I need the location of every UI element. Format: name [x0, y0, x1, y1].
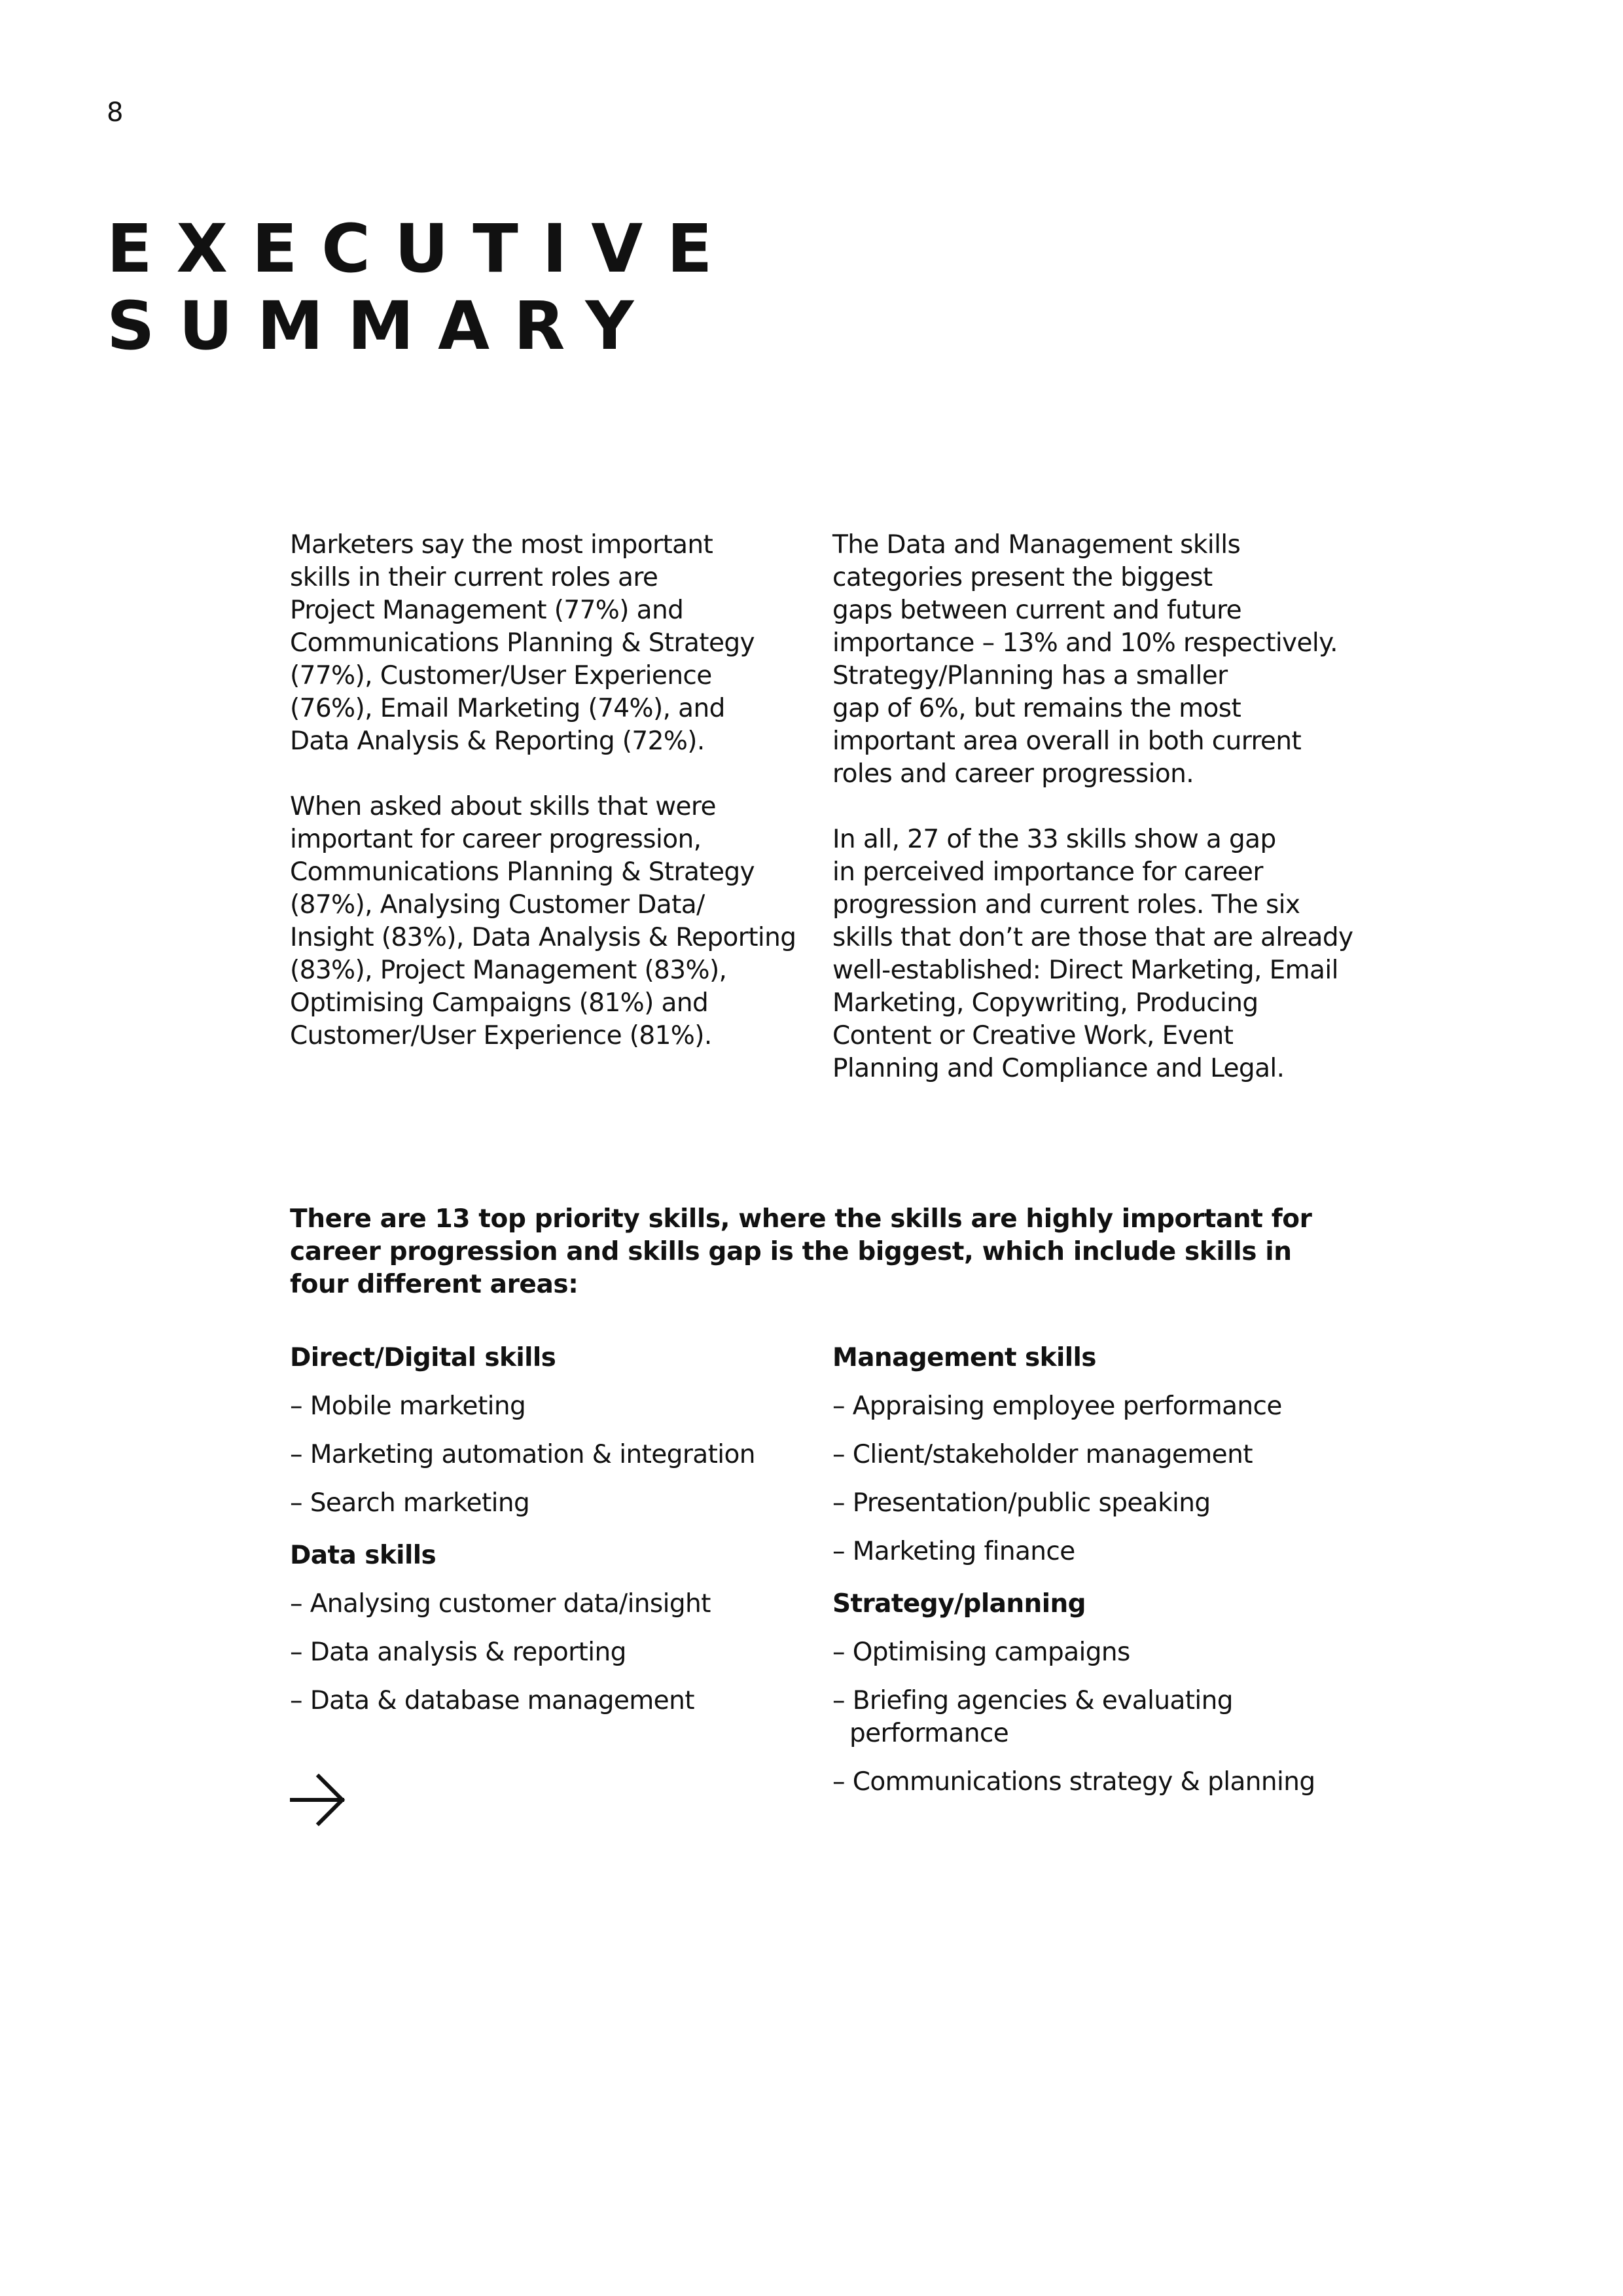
skill-item: – Data analysis & reporting — [290, 1638, 626, 1667]
skill-item: – Appraising employee performance — [832, 1391, 1282, 1421]
skill-group-data — [290, 1539, 813, 1717]
skill-list — [832, 1390, 1356, 1568]
skill-item: – Communications strategy & planning — [832, 1767, 1315, 1797]
skill-list — [290, 1588, 813, 1717]
arrow-right-icon-graphic — [290, 1774, 346, 1826]
skill-group-heading: Direct/Digital skills — [290, 1343, 556, 1372]
skill-item: – Optimising campaigns — [832, 1638, 1130, 1667]
skill-group-direct-digital — [290, 1342, 813, 1520]
skill-list — [290, 1390, 813, 1520]
skill-item: – Marketing finance — [832, 1537, 1075, 1566]
skill-item: – Analysing customer data/insight — [290, 1589, 711, 1619]
skill-item: – Data & database management — [290, 1686, 694, 1715]
skill-item: – Briefing agencies & evaluating performance — [832, 1686, 1233, 1748]
skill-group-strategy — [832, 1588, 1356, 1799]
intro-left-column — [290, 529, 813, 1052]
page-title — [107, 211, 736, 365]
page-title-line-1: EXECUTIVE — [107, 210, 737, 288]
skills-right-column — [832, 1342, 1356, 1799]
intro-paragraph: Marketers say the most important skills in their current roles are Project Management (77%) and Communications Planning & Strategy (77%), Customer/User Experience (76%), Email Marketing (74%), and Data Analysis & Reporting (72%). — [290, 530, 755, 756]
intro-paragraph: When asked about skills that were important for career progression, Communications Planning & Strategy (87%), Analysing Customer Data/ Insight (83%), Data Analysis & Reporting (83%), Project Management (83%), Optimising Campaigns (81%) and Customer/User Experience (81%). — [290, 792, 796, 1050]
skill-group-heading: Strategy/planning — [832, 1589, 1086, 1619]
skill-item: – Presentation/public speaking — [832, 1488, 1211, 1518]
priority-statement: There are 13 top priority skills, where the skills are highly important for career progression and skills gap is the biggest, which include skills in four different areas: — [290, 1204, 1312, 1299]
intro-right-column — [832, 529, 1356, 1085]
skill-item: – Mobile marketing — [290, 1391, 526, 1421]
skills-left-column — [290, 1342, 813, 1717]
skill-item: – Marketing automation & integration — [290, 1440, 755, 1469]
skill-group-heading: Data skills — [290, 1541, 437, 1570]
arrow-right-icon[interactable] — [290, 1774, 346, 1826]
intro-paragraph: In all, 27 of the 33 skills show a gap in perceived importance for career progression and current roles. The six skills that don’t are those that are already well-established: Direct Marketing, Email Marketing, Copywriting, Producing Content or Creative Work, Event Planning and Compliance and Legal. — [832, 825, 1353, 1083]
page-number: 8 — [107, 98, 124, 128]
skill-item: – Search marketing — [290, 1488, 530, 1518]
skill-group-management — [832, 1342, 1356, 1568]
skill-item: – Client/stakeholder management — [832, 1440, 1253, 1469]
page-title-line-2: SUMMARY — [107, 287, 658, 365]
intro-paragraph: The Data and Management skills categories present the biggest gaps between current and future importance – 13% and 10% respectively. Strategy/Planning has a smaller gap of 6%, but remains the most important area overall in both current roles and career progression. — [832, 530, 1338, 789]
skill-list — [832, 1636, 1356, 1799]
skill-group-heading: Management skills — [832, 1343, 1096, 1372]
